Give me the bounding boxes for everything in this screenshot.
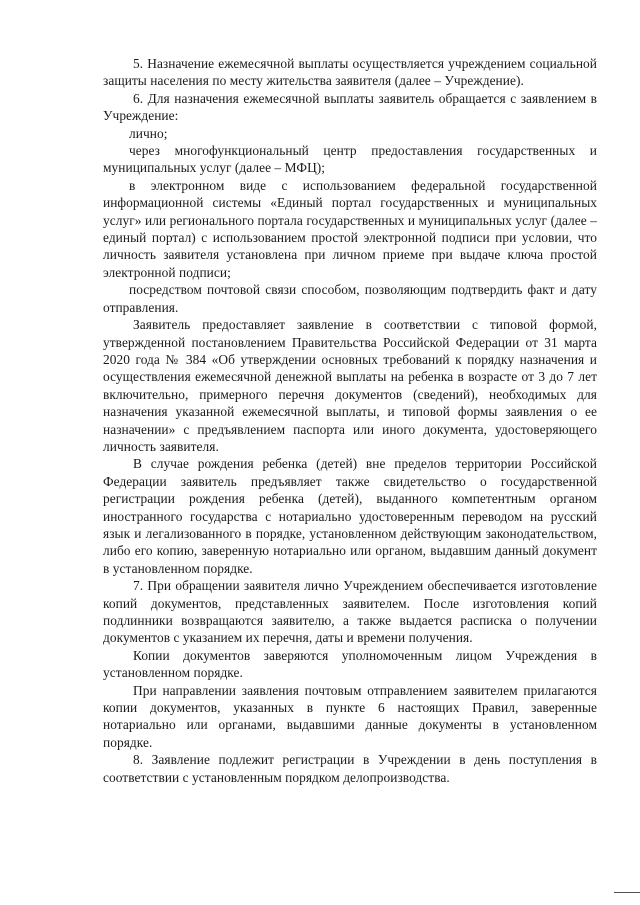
paragraph-item-8: 8. Заявление подлежит регистрации в Учреждении в день поступления в соответствии с установленным порядком делопроизводства. <box>103 752 597 785</box>
paragraph-application-form: Заявитель предоставляет заявление в соответствии с типовой формой, утвержденной постановлением Правительства Российской Федерации от 31 марта 2020 года № 384 «Об утверждении основных требований к порядку назначения и осуществления ежемесячной денежной выплаты на ребенка в возрасте от 3 до 7 лет включительно, примерного перечня документов (сведений), необходимых для назначения указанной ежемесячной выплаты, и типовой формы заявления о ее назначении» с предъявлением паспорта или иного документа, удостоверяющего личность заявителя. <box>103 317 597 454</box>
paragraph-item-7: 7. При обращении заявителя лично Учреждением обеспечивается изготовление копий документов, представленных заявителем. После изготовления копий подлинники возвращаются заявителю, а также выдается расписка о получении документов с указанием их перечня, даты и времени получения. <box>103 578 597 646</box>
paragraph-postal-copies: При направлении заявления почтовым отправлением заявителем прилагаются копии документов, указанных в пункте 6 настоящих Правил, заверенные нотариально или органами, выдавшими данные документы в установленном порядке. <box>103 682 597 750</box>
list-item-mfc: через многофункциональный центр предоставления государственных и муниципальных услуг (далее – МФЦ); <box>103 143 597 176</box>
document-page <box>103 55 597 786</box>
paragraph-copies-certified: Копии документов заверяются уполномоченным лицом Учреждения в установленном порядке. <box>103 647 597 681</box>
list-item-electronic: в электронном виде с использованием федеральной государственной информационной системы «Единый портал государственных и муниципальных услуг» или регионального портала государственных и муниципальных услуг (далее – единый портал) с использованием простой электронной подписи при условии, что личность заявителя установлена при личном приеме при выдаче ключа простой электронной подписи; <box>103 177 597 280</box>
paragraph-item-6: 6. Для назначения ежемесячной выплаты заявитель обращается с заявлением в Учреждение: <box>103 90 597 124</box>
scan-edge-mark <box>614 892 640 905</box>
paragraph-item-5: 5. Назначение ежемесячной выплаты осуществляется учреждением социальной защиты населения по месту жительства заявителя (далее – Учреждение). <box>103 56 597 89</box>
paragraph-foreign-birth: В случае рождения ребенка (детей) вне пределов территории Российской Федерации заявитель предъявляет также свидетельство о государственной регистрации рождения ребенка (детей), выданного компетентным органом иностранного государства с нотариально удостоверенным переводом на русский язык и легализованного в порядке, установленном действующим законодательством, либо его копию, заверенную нотариально или органом, выдавшим данный документ в установленном порядке. <box>103 456 597 576</box>
list-item-in-person: лично; <box>129 125 168 141</box>
list-item-postal: посредством почтовой связи способом, позволяющим подтвердить факт и дату отправления. <box>103 282 597 315</box>
